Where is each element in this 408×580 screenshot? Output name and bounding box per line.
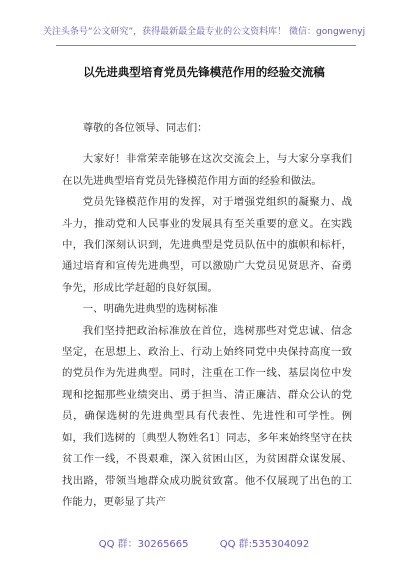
footer-contacts: [0, 535, 408, 550]
footer-qq-group-1: QQ 群：30265665: [98, 539, 189, 550]
paragraph-intro: 大家好！非常荣幸能够在这次交流会上，与大家分享我们在以先进典型培育党员先锋模范作用方面的经验和做法。: [62, 153, 352, 187]
footer-qq-group-2: QQ 群:535304092: [219, 539, 310, 550]
salutation: 尊敬的各位领导、同志们：: [82, 122, 208, 134]
section-heading: 一、明确先进典型的选树标准: [82, 303, 218, 316]
document-title: 以先进典型培育党员先锋模范作用的经验交流稿: [83, 65, 325, 79]
header-divider: [56, 45, 356, 46]
paragraph-significance: 党员先锋模范作用的发挥，对于增强党组织的凝聚力、战斗力，推动党和人民事业的发展具有至关重要的意义。在实践中，我们深刻认识到，先进典型是党员队伍中的旗帜和标杆，通过培育和宣传先进典型，可以激励广大党员见贤思齐、奋勇争先，形成比学赶超的良好氛围。: [62, 196, 352, 294]
paragraph-standards: 我们坚持把政治标准放在首位，选树那些对党忠诚、信念坚定，在思想上、政治上、行动上始终同党中央保持高度一致的党员作为先进典型。同时，注重在工作一线、基层岗位中发现和挖掘那些业绩突出、勇于担当、清正廉洁、群众公认的党员，确保选树的先进典型具有代表性、先进性和可学性。例如，我们选树的〔典型人物姓名1〕同志，多年来始终坚守在扶贫工作一线，不畏艰难，深入贫困山区，为贫困群众谋发展、找出路，带领当地群众成功脱贫致富。他不仅展现了出色的工作能力，更彰显了共产: [62, 324, 352, 508]
header-banner: 关注头条号“公文研究”，获得最新最全最专业的公文资料库！ 微信：gongwenyj: [42, 27, 366, 37]
document-body: [62, 118, 352, 513]
